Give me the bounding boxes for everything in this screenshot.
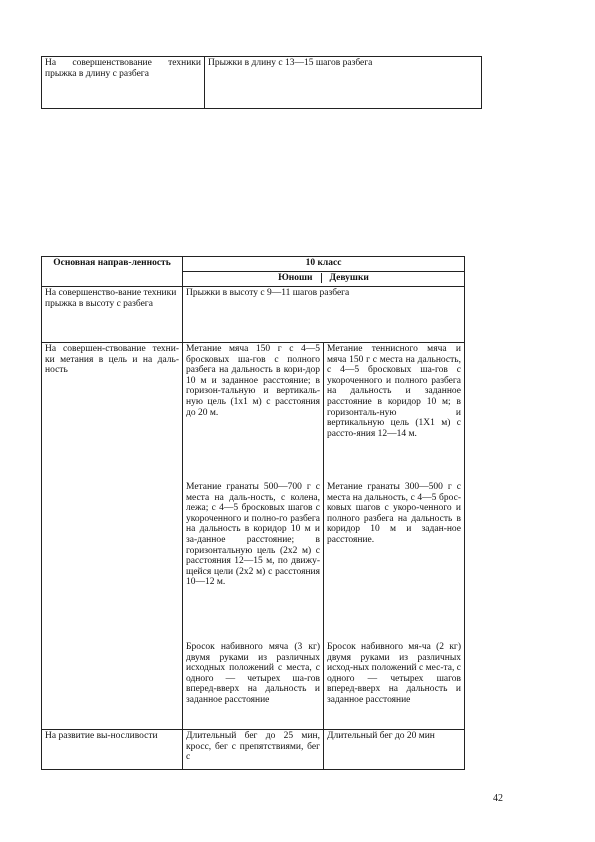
main-table bbox=[41, 256, 465, 770]
header-direction: Основная направ-ленность bbox=[42, 257, 183, 287]
girls-cell: Длительный бег до 20 мин bbox=[324, 730, 465, 770]
header-boys: Юноши bbox=[278, 273, 313, 284]
table-row bbox=[42, 730, 465, 770]
header-divider bbox=[321, 273, 322, 283]
content-cell: Прыжки в длину с 13—15 шагов разбега bbox=[205, 57, 482, 109]
page-number: 42 bbox=[493, 793, 503, 804]
exercise-text: Метание гранаты 300—500 г с места на дальность, с 4—5 брос-ковых шагов с укоро-ченного и полного разбега на дальность в коридор 10 м и задан-ное расстояние. bbox=[327, 482, 461, 545]
header-row bbox=[42, 257, 465, 272]
direction-cell: На совершенствование техники прыжка в длину с разбега bbox=[42, 57, 205, 109]
exercise-text: Бросок набивного мя-ча (2 кг) двумя руками из различных исход-ных положений с мес-та, с одного — четырех шагов вперед-вверх на дальность и заданное расстояние bbox=[327, 642, 461, 705]
table-row bbox=[42, 343, 465, 730]
direction-cell: На развитие вы-носливости bbox=[42, 730, 183, 770]
direction-cell: На совершен-ствование техни-ки метания в цель и на даль-ность bbox=[42, 343, 183, 730]
boys-cell: Длительный бег до 25 мин, кросс, бег с препятствиями, бег с bbox=[183, 730, 324, 770]
header-class: 10 класс bbox=[183, 257, 465, 272]
girls-cell bbox=[324, 343, 465, 730]
top-table bbox=[41, 56, 482, 109]
direction-cell: На совершенство-вание техники прыжка в высоту с разбега bbox=[42, 287, 183, 343]
exercise-text: Метание гранаты 500—700 г с места на даль-ность, с колена, лежа; с 4—5 бросковых шагов с укороченного и полно-го разбега на дальность в коридор 10 м и за-данное расстояние; в горизонтальную цель (2х2 м) с расстояния 12—15 м, по движу-щейся цели (2х2 м) с расстояния 10—12 м. bbox=[186, 482, 320, 588]
exercise-text: Метание мяча 150 г с 4—5 бросковых ша-гов с полного разбега на дальность в кори-дор 10 м и заданное расстояние; в горизон-тальную и вертикаль-ную цель (1х1 м) с расстояния до 20 м. bbox=[186, 344, 320, 418]
exercise-text: Метание теннисного мяча и мяча 150 г с места на дальность, с 4—5 бросковых ша-гов с укороченного и полного разбега на дальность и заданное расстояние в коридор 10 м; в горизонталь-ную и вертикальную цель (1Х1 м) с рассто-яния 12—14 м. bbox=[327, 344, 461, 439]
table-row bbox=[42, 57, 482, 109]
table-row bbox=[42, 287, 465, 343]
exercise-text: Бросок набивного мяча (3 кг) двумя руками из различных исходных положений с места, с одного — четырех ша-гов вперед-вверх на дальность и заданное расстояние bbox=[186, 642, 320, 705]
boys-cell bbox=[183, 343, 324, 730]
header-gender bbox=[183, 272, 465, 287]
content-cell: Прыжки в высоту с 9—11 шагов разбега bbox=[183, 287, 465, 343]
header-girls: Девушки bbox=[329, 273, 369, 284]
